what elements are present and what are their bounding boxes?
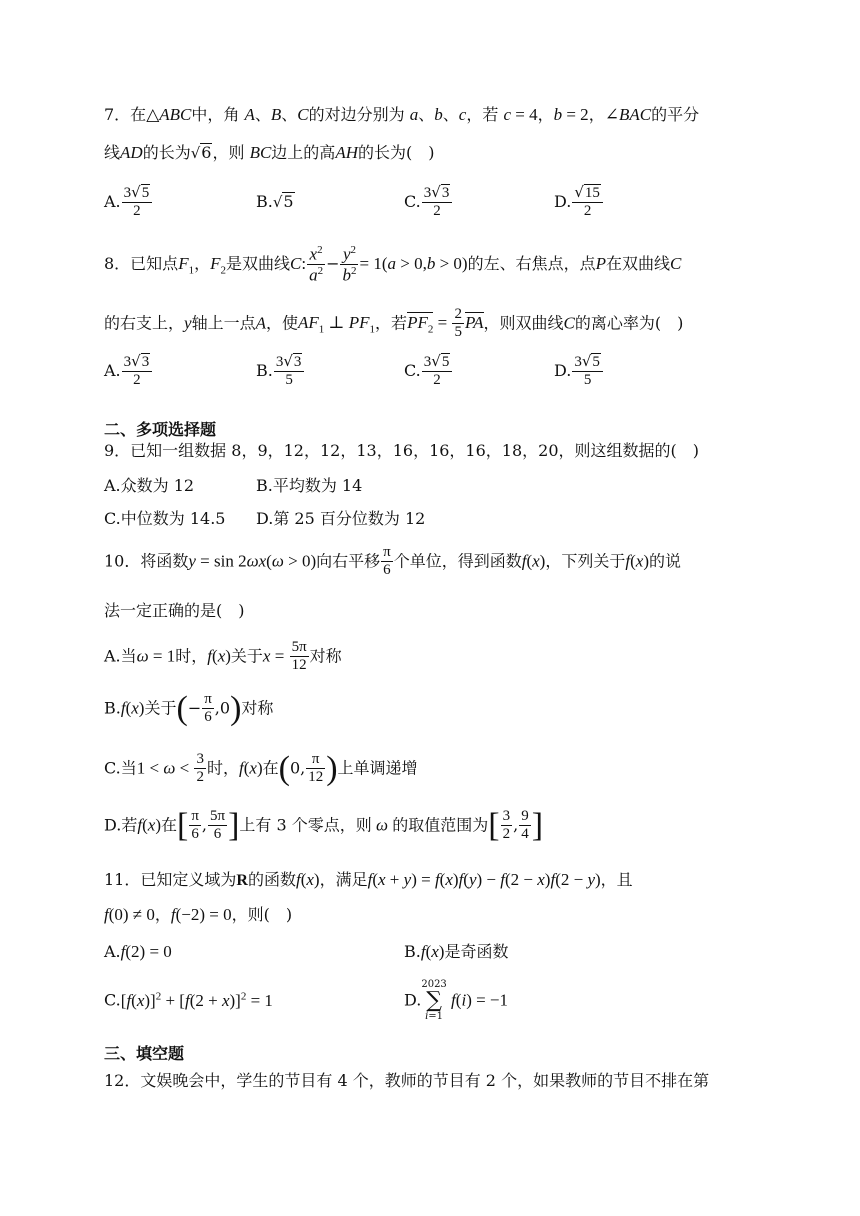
q10-line1: 10．将函数y = sin 2ωx(ω > 0)向右平移 $\frac{\pi}{6}$ 个单位，得到函数f(x)，下列关于f(x)的说 [104, 544, 681, 579]
q11-option-c[interactable]: $C.[f(x)]^2 + [f(2 + x)]^2 = 1$ [104, 990, 273, 1010]
math-functional-eq: f(x + y) = f(x)f(y) − f(2 − x)f(2 − y) [367, 870, 601, 889]
q10-option-b[interactable]: B.f(x)关于(− $\frac{\pi}{6}$ ,0)对称 [104, 689, 274, 727]
section-heading-fill-blank: 三、填空题 [104, 1044, 185, 1063]
math-angle-bac: ∠BAC [604, 105, 652, 124]
q11-option-a[interactable]: A.f(2) = 0 [104, 942, 172, 961]
math-y-sin: y = sin 2ωx(ω > 0) [188, 551, 317, 571]
q8-line2: 的右支上，y轴上一点A，使$AF_1$ ⊥ $PF_1$，若$PF_2$ = $\frac{2}{5}$ PA，则双曲线C的离心率为( ) [104, 306, 684, 341]
math-hyperbola: C: [290, 254, 307, 274]
q7-option-c[interactable]: C. $\frac{3√3}{2}$ [404, 184, 453, 221]
q11-option-d[interactable]: D.2023 ∑ i=1 f(i) = −1 [404, 979, 509, 1022]
q11-option-b[interactable]: B.f(x)是奇函数 [404, 942, 509, 961]
q9-option-a[interactable]: A.众数为 12 [104, 476, 195, 495]
q10-option-c[interactable]: C.当1 < ω < $\frac{3}{2}$ 时，f(x)在(0, $\frac{\pi}{12}$ )上单调递增 [104, 749, 418, 787]
q8-option-d[interactable]: D. $\frac{3√5}{5}$ [554, 353, 604, 390]
q11-line2: f(0) ≠ 0，f(−2) = 0，则( ) [104, 905, 293, 924]
q12-stem: 12．文娱晚会中，学生的节目有 4 个，教师的节目有 2 个，如果教师的节目不排在第 [104, 1071, 710, 1090]
q7-option-d[interactable]: D. $\frac{√15}{2}$ [554, 184, 604, 221]
math-vector-eq: $PF_2$ = [407, 313, 452, 336]
q10-option-a[interactable]: A.当ω = 1时，f(x)关于x = $\frac{5\pi}{12}$ 对称 [104, 639, 342, 674]
math-triangle-abc: △ABC [146, 105, 192, 124]
q7-option-a[interactable]: A. $\frac{3√5}{2}$ [104, 184, 153, 221]
q7-option-b[interactable]: B.√5 [256, 192, 294, 211]
q8-line1: 8．已知点$F_1$，$F_2$是双曲线C: $\frac{x^2}{a^2}$ − $\frac{y^2}{b^2}$ = 1(a > 0,b > 0)的左、右焦点，点P在双曲线C [104, 244, 682, 285]
section-heading-multi-choice: 二、多项选择题 [104, 420, 217, 439]
q10-option-d[interactable]: D.若f(x)在[ $\frac{\pi}{6}$ , $\frac{5\pi}{6}$ ]上有 3 个零点，则 ω 的取值范围为[ $\frac{3}{2}$ , $\frac{9}{4}$ ] [104, 806, 544, 844]
math-frac-3sqrt3-2: $\frac{3√3}{2}$ [422, 184, 453, 221]
q8-option-c[interactable]: C. $\frac{3√5}{2}$ [404, 353, 453, 390]
q9-stem: 9．已知一组数据 8，9，12，12，13，16，16，16，18，20，则这组数据的( ) [104, 441, 699, 460]
q10-line2: 法一定正确的是( ) [104, 601, 245, 620]
math-c-eq-4: c = 4 [503, 105, 538, 124]
q8-option-b[interactable]: B. $\frac{3√3}{5}$ [256, 353, 305, 390]
math-frac-sqrt15-2: $\frac{√15}{2}$ [572, 184, 603, 221]
math-summation: 2023 ∑ i=1 [421, 979, 447, 1022]
q9-option-d[interactable]: D.第 25 百分位数为 12 [256, 509, 426, 528]
q9-option-c[interactable]: C.中位数为 14.5 [104, 509, 226, 528]
q7-line1: 7．在△ABC中，角 A、B、C的对边分别为 a、b、c，若 c = 4，b = 2，∠BAC的平分 [104, 105, 700, 124]
math-frac-3sqrt5-2: $\frac{3√5}{2}$ [122, 184, 153, 221]
math-b-eq-2: b = 2 [553, 105, 589, 124]
q11-line1: 11．已知定义域为R的函数f(x)，满足f(x + y) = f(x)f(y) − f(2 − x)f(2 − y)，且 [104, 870, 633, 889]
q8-option-a[interactable]: A. $\frac{3√3}{2}$ [104, 353, 153, 390]
math-sqrt6: √6 [190, 143, 212, 162]
math-perp: $AF_1$ ⊥ $PF_1$ [297, 313, 376, 336]
q9-option-b[interactable]: B.平均数为 14 [256, 476, 363, 495]
q7-line2: 线AD的长为√6，则 BC边上的高AH的长为( ) [104, 143, 435, 162]
